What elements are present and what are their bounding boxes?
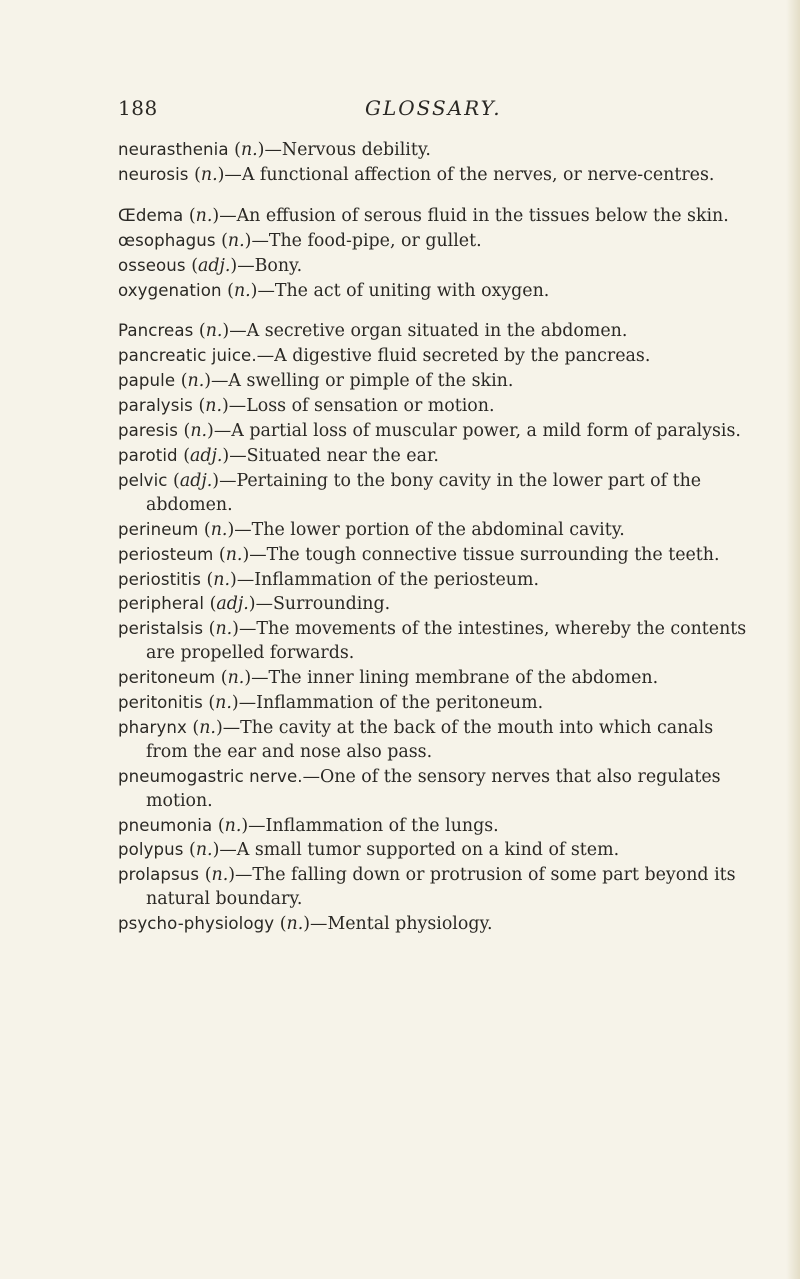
entry-term: pneumogastric nerve. [118, 766, 303, 786]
entry-pos: adj. [190, 445, 223, 466]
entry-definition: —A small tumor supported on a kind of stem. [219, 840, 620, 861]
entry-definition: —Bony. [237, 255, 303, 276]
entry-definition: —Situated near the ear. [229, 445, 439, 466]
entry-definition: —The falling down or protrusion of some part beyond its natural boundary. [146, 865, 736, 910]
entry-term: peripheral [118, 594, 205, 614]
glossary-entry: periosteum (n.)—The tough connective tissue surrounding the teeth. [118, 544, 720, 565]
entry-term: pelvic [118, 470, 168, 490]
entry-pos: n. [205, 396, 222, 417]
entry-definition: —The food-pipe, or gullet. [251, 230, 482, 251]
entry-pos: n. [190, 421, 208, 442]
page-edge-shadow [786, 0, 800, 1279]
entry-definition: —An effusion of serous fluid in the tissues below the skin. [219, 205, 729, 226]
entry-term: pneumonia [118, 815, 213, 835]
entry-pos: n. [195, 205, 213, 226]
entry-term: perineum [118, 519, 199, 539]
entry-pos: n. [227, 668, 245, 689]
entry-pos: n. [205, 321, 223, 342]
entry-definition: —One of the sensory nerves that also regulates motion. [146, 766, 721, 811]
glossary-entry: Œdema (n.)—An effusion of serous fluid in the tissues below the skin. [118, 205, 729, 226]
entry-definition: —A secretive organ situated in the abdomen. [229, 321, 628, 342]
glossary-entry: paralysis (n.)—Loss of sensation or motion. [118, 396, 495, 417]
entry-term: polypus [118, 840, 184, 860]
glossary-entry: polypus (n.)—A small tumor supported on a kind of stem. [118, 840, 620, 861]
entry-pos: adj. [179, 470, 213, 491]
glossary-entry: pelvic (adj.)—Pertaining to the bony cavity in the lower part of the abdomen. [118, 470, 702, 515]
running-head: GLOSSARY. [365, 96, 502, 120]
glossary-entry: pneumonia (n.)—Inflammation of the lungs. [118, 815, 499, 836]
entry-term: Pancreas [118, 321, 194, 341]
entry-definition: —Inflammation of the lungs. [248, 815, 499, 836]
entry-term: periosteum [118, 544, 214, 564]
entry-pos: n. [224, 815, 242, 836]
glossary-entry: pharynx (n.)—The cavity at the back of the mouth into which canals from the ear and nose also pass. [118, 717, 714, 762]
glossary-entry: peritoneum (n.)—The inner lining membrane of the abdomen. [118, 668, 659, 689]
entry-definition: —Surrounding. [255, 594, 391, 615]
glossary-entry: neurasthenia (n.)—Nervous debility. [118, 140, 431, 160]
entry-term: periostitis [118, 569, 201, 589]
glossary-entries [118, 138, 758, 937]
entry-definition: —A partial loss of muscular power, a mild form of paralysis. [213, 421, 741, 442]
glossary-entry: papule (n.)—A swelling or pimple of the skin. [118, 371, 514, 392]
entry-pos: n. [233, 280, 251, 301]
entry-pos: n. [227, 230, 245, 251]
glossary-entry: oxygenation (n.)—The act of uniting with oxygen. [118, 280, 550, 301]
entry-pos: n. [215, 693, 232, 714]
entry-pos: n. [213, 569, 231, 590]
glossary-entry: peripheral (adj.)—Surrounding. [118, 594, 391, 615]
entry-pos: n. [211, 865, 229, 886]
page-number: 188 [118, 96, 158, 120]
entry-definition: —Mental physiology. [310, 914, 493, 935]
glossary-entry: psycho-physiology (n.)—Mental physiology. [118, 914, 493, 935]
entry-pos: n. [187, 371, 205, 392]
glossary-entry: neurosis (n.)—A functional affection of the nerves, or nerve-centres. [118, 164, 715, 185]
entry-pos: n. [195, 840, 213, 861]
entry-definition: —The inner lining membrane of the abdomen. [251, 668, 659, 689]
glossary-entry: osseous (adj.)—Bony. [118, 255, 303, 276]
entry-term: parotid [118, 445, 178, 465]
entry-pos: n. [286, 914, 304, 935]
entry-pos: n. [210, 519, 228, 540]
glossary-entry: prolapsus (n.)—The falling down or protrusion of some part beyond its natural boundary. [118, 865, 736, 910]
glossary-entry: periostitis (n.)—Inflammation of the periosteum. [118, 569, 539, 590]
glossary-entry: paresis (n.)—A partial loss of muscular power, a mild form of paralysis. [118, 421, 741, 442]
entry-term: neurasthenia [118, 140, 229, 159]
entry-term: prolapsus [118, 865, 200, 885]
entry-term: pancreatic juice. [118, 346, 257, 366]
entry-term: neurosis [118, 164, 189, 184]
entry-definition: —Inflammation of the periosteum. [236, 569, 539, 590]
glossary-entry: parotid (adj.)—Situated near the ear. [118, 445, 439, 466]
entry-definition: —The lower portion of the abdominal cavity. [234, 519, 625, 540]
entry-pos: n. [199, 717, 216, 738]
entry-pos: adj. [216, 594, 249, 615]
glossary-entry: œsophagus (n.)—The food-pipe, or gullet. [118, 230, 482, 251]
entry-definition: —Pertaining to the bony cavity in the lower part of the abdomen. [146, 470, 702, 515]
entry-definition: —Nervous debility. [264, 140, 431, 160]
entry-definition: —A digestive fluid secreted by the pancreas. [256, 346, 651, 367]
entry-term: peritoneum [118, 668, 216, 688]
entry-pos: n. [200, 164, 218, 185]
entry-term: papule [118, 371, 176, 391]
entry-definition: —A swelling or pimple of the skin. [211, 371, 514, 392]
entry-term: paralysis [118, 396, 193, 416]
entry-definition: —Loss of sensation or motion. [228, 396, 495, 417]
entry-term: Œdema [118, 205, 184, 225]
glossary-entry: peritonitis (n.)—Inflammation of the peritoneum. [118, 693, 544, 714]
entry-pos: n. [215, 619, 233, 640]
entry-term: oxygenation [118, 280, 222, 300]
glossary-entry: peristalsis (n.)—The movements of the intestines, whereby the contents are propelled forwards. [118, 619, 747, 664]
entry-definition: —The cavity at the back of the mouth into which canals from the ear and nose also pass. [146, 717, 714, 762]
glossary-entry: Pancreas (n.)—A secretive organ situated in the abdomen. [118, 321, 628, 342]
glossary-entry [118, 765, 758, 814]
glossary-entry [118, 344, 758, 369]
entry-term: œsophagus [118, 230, 216, 250]
entry-term: psycho-physiology [118, 914, 275, 934]
entry-term: paresis [118, 421, 178, 441]
entry-pos: adj. [198, 255, 231, 276]
glossary-entry: perineum (n.)—The lower portion of the abdominal cavity. [118, 519, 625, 540]
page-header [118, 96, 738, 126]
entry-term: pharynx [118, 717, 187, 737]
entry-definition: —The movements of the intestines, whereby the contents are propelled forwards. [146, 619, 747, 664]
entry-definition: —A functional affection of the nerves, or nerve-centres. [224, 164, 715, 185]
entry-term: peritonitis [118, 693, 203, 713]
entry-pos: n. [225, 544, 243, 565]
entry-definition: —Inflammation of the peritoneum. [238, 693, 544, 714]
entry-definition: —The tough connective tissue surrounding the teeth. [249, 544, 720, 565]
entry-term: osseous [118, 255, 186, 275]
entry-term: peristalsis [118, 619, 204, 639]
entry-definition: —The act of uniting with oxygen. [257, 280, 550, 301]
entry-pos: n. [240, 140, 258, 160]
